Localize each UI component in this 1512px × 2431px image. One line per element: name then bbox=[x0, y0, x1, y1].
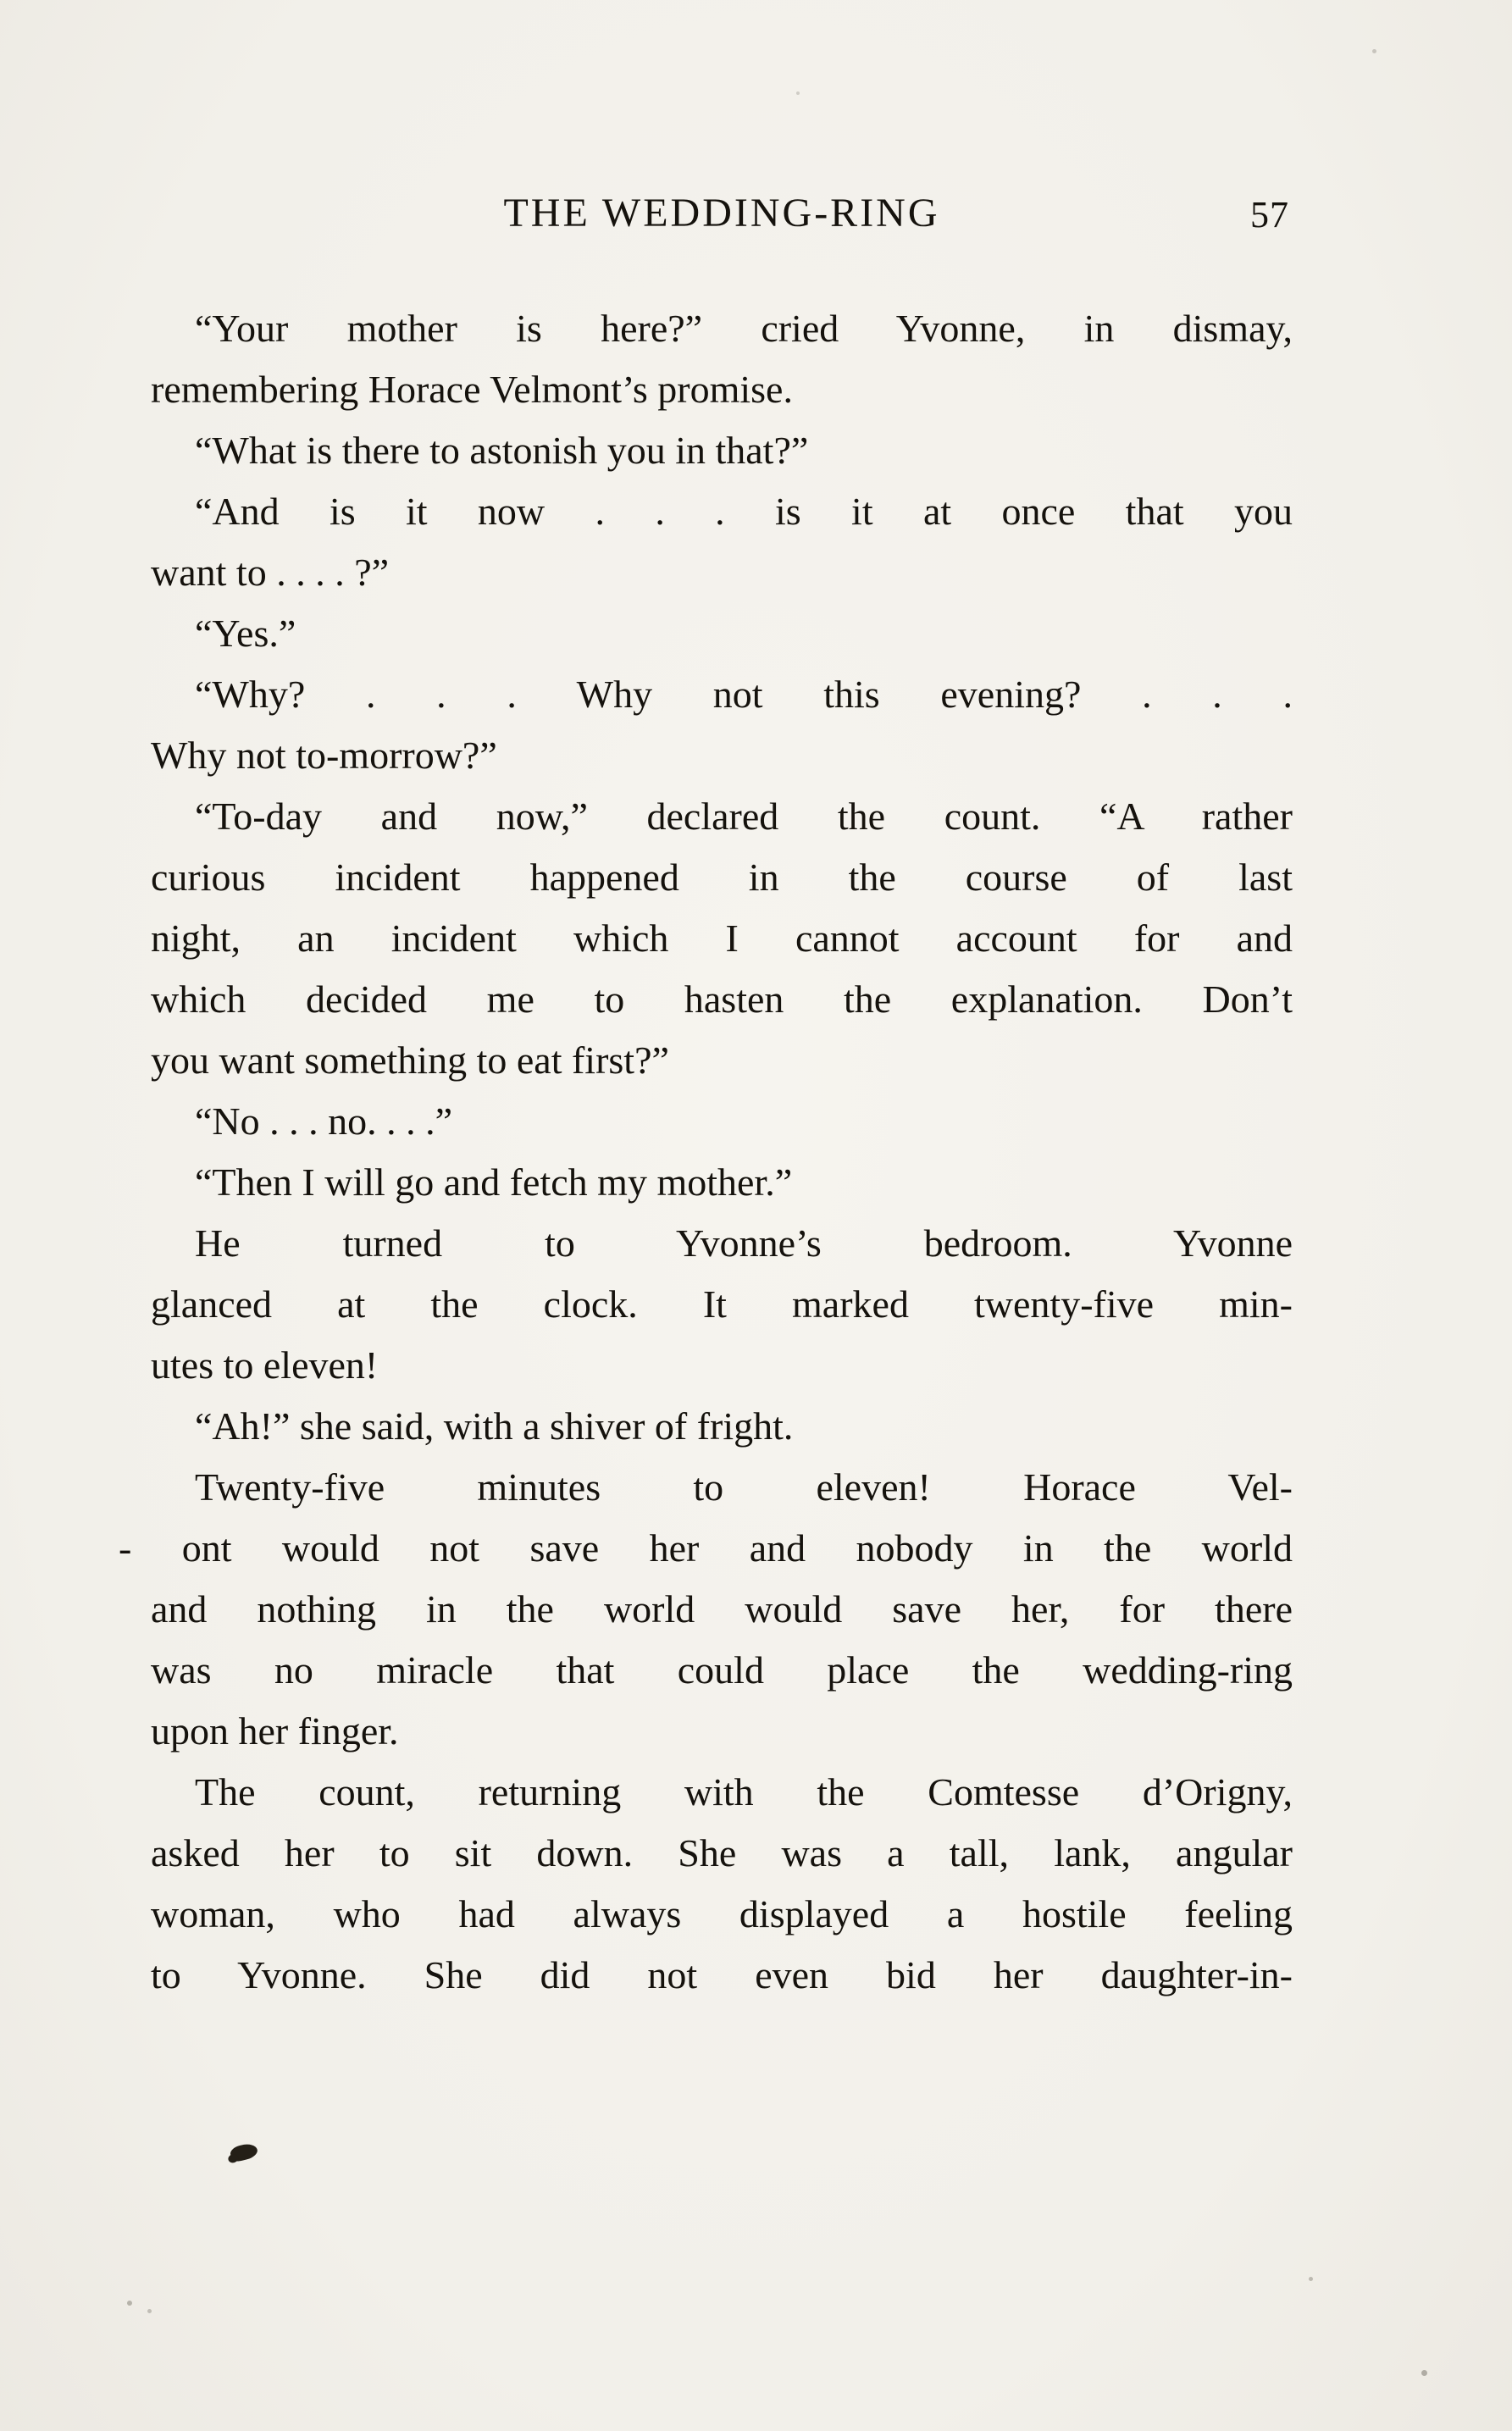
text-line: “To-day and now,” declared the count. “A rather bbox=[195, 795, 1293, 838]
text-line: was no miracle that could place the wedding-ring bbox=[151, 1648, 1293, 1692]
text-line: “And is it now . . . is it at once that you bbox=[195, 490, 1293, 533]
page-number: 57 bbox=[1250, 194, 1289, 235]
text-line: Why not to-morrow?” bbox=[151, 734, 497, 777]
text-line: The count, returning with the Comtesse d’Origny, bbox=[195, 1770, 1293, 1814]
text-line: and nothing in the world would save her, for there bbox=[151, 1587, 1293, 1631]
text-line: “Yes.” bbox=[195, 612, 296, 655]
text-line: curious incident happened in the course of last bbox=[151, 856, 1293, 899]
paper-speck bbox=[147, 2309, 152, 2313]
paper-speck bbox=[796, 91, 800, 95]
ink-blot-artifact bbox=[229, 2141, 258, 2162]
paper-speck bbox=[1309, 2277, 1313, 2281]
text-line: night, an incident which I cannot account for and bbox=[151, 916, 1293, 960]
text-line: woman, who had always displayed a hostile feeling bbox=[151, 1892, 1293, 1935]
text-line: “Why? . . . Why not this evening? . . . bbox=[195, 673, 1293, 716]
text-column bbox=[119, 298, 1293, 2006]
text-line: utes to eleven! bbox=[151, 1343, 379, 1387]
text-line: “No . . . no. . . .” bbox=[195, 1099, 453, 1143]
text-line: Twenty-five minutes to eleven! Horace Vel- bbox=[195, 1465, 1293, 1509]
text-line: you want something to eat first?” bbox=[151, 1038, 669, 1082]
text-line: “Then I will go and fetch my mother.” bbox=[195, 1160, 793, 1204]
text-line: to Yvonne. She did not even bid her daughter-in- bbox=[151, 1953, 1293, 1996]
paper-speck bbox=[1372, 49, 1376, 53]
page-header bbox=[151, 190, 1293, 249]
paper-speck bbox=[1421, 2370, 1427, 2376]
text-line: glanced at the clock. It marked twenty-five min- bbox=[151, 1282, 1293, 1326]
text-line: upon her finger. bbox=[151, 1709, 399, 1753]
text-line: “Your mother is here?” cried Yvonne, in dismay, bbox=[195, 307, 1293, 350]
text-line: want to . . . . ?” bbox=[151, 551, 390, 594]
text-line: He turned to Yvonne’s bedroom. Yvonne bbox=[195, 1221, 1293, 1265]
text-line: “What is there to astonish you in that?” bbox=[195, 429, 809, 472]
text-line: which decided me to hasten the explanation. Don’t bbox=[151, 977, 1293, 1021]
paper-speck bbox=[127, 2301, 132, 2306]
text-line: remembering Horace Velmont’s promise. bbox=[151, 368, 793, 411]
page-title: THE WEDDING-RING bbox=[503, 191, 940, 235]
text-line: asked her to sit down. She was a tall, lank, angular bbox=[151, 1831, 1293, 1874]
text-line: - ont would not save her and nobody in the world bbox=[119, 1526, 1293, 1570]
text-line: “Ah!” she said, with a shiver of fright. bbox=[195, 1404, 794, 1448]
